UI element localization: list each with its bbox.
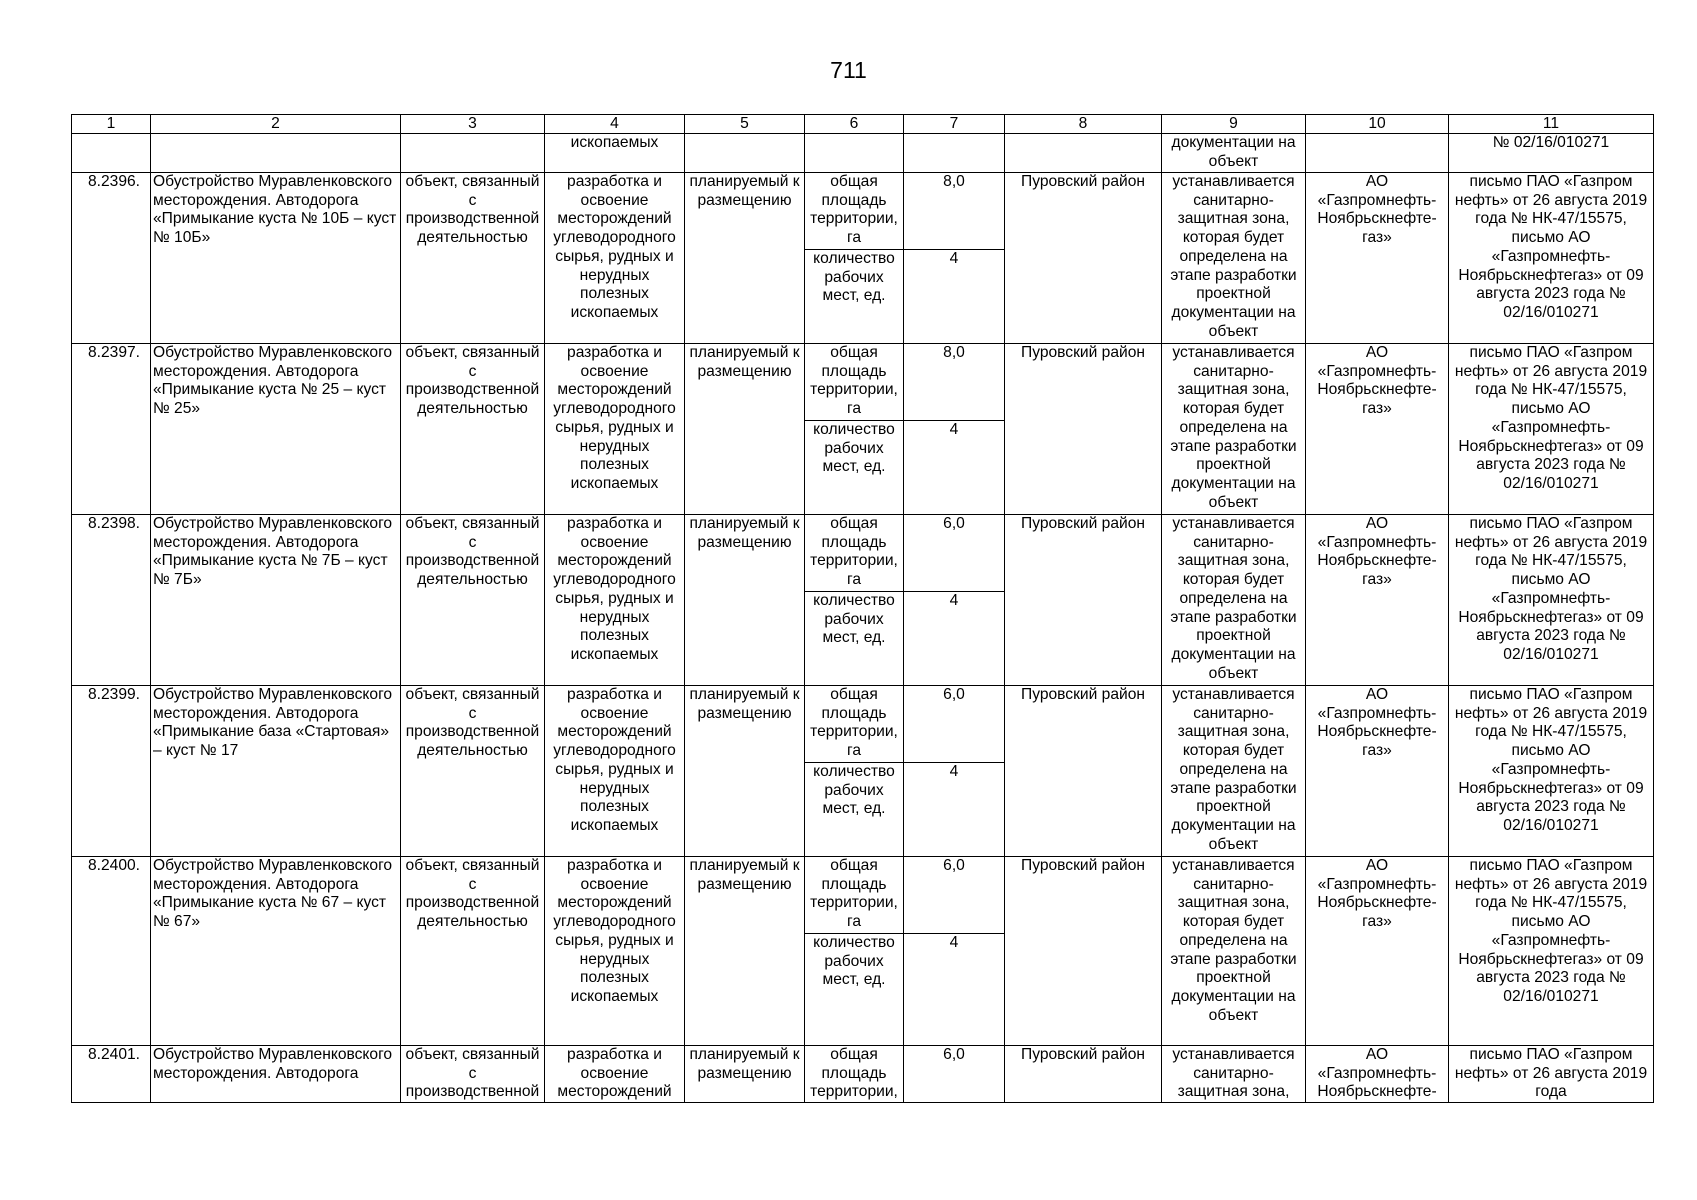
protection-zone: устанавливается санитарно-защитная зона, которая будет определена на этапе разработки проектной документации на объект [1162, 515, 1306, 686]
protection-zone: устанавливается санитарно-защитная зона, которая будет определена на этапе разработки проектной документации на объект [1162, 857, 1306, 1046]
indicator-jobs-label: количество рабочих мест, ед. [805, 763, 904, 857]
initiator: АО «Газпромнефть-Ноябрьскнефте-газ» [1306, 857, 1449, 1046]
object-location: Пуровский район [1005, 857, 1162, 1046]
cont-cell-zone: документации на объект [1162, 134, 1306, 173]
cont-cell-3 [401, 134, 545, 173]
header-cell: 1 [72, 115, 151, 134]
object-type: объект, связанный с производственной [401, 1046, 545, 1103]
initiator: АО «Газпромнефть-Ноябрьскнефте-газ» [1306, 173, 1449, 344]
object-purpose: разработка и освоение месторождений углеводородного сырья, рудных и нерудных полезных ископаемых [545, 344, 685, 515]
indicator-area-value: 8,0 [904, 173, 1005, 250]
row-number: 8.2398. [72, 515, 151, 686]
indicator-jobs-value: 4 [904, 592, 1005, 686]
object-type: объект, связанный с производственной деятельностью [401, 857, 545, 1046]
object-status: планируемый к размещению [685, 515, 805, 686]
header-cell: 4 [545, 115, 685, 134]
object-status: планируемый к размещению [685, 1046, 805, 1103]
basis-document: письмо ПАО «Газпром нефть» от 26 августа 2019 года [1449, 1046, 1654, 1103]
indicator-area-label: общая площадь территории, га [805, 173, 904, 250]
protection-zone: устанавливается санитарно-защитная зона, которая будет определена на этапе разработки проектной документации на объект [1162, 173, 1306, 344]
basis-document: письмо ПАО «Газпром нефть» от 26 августа 2019 года № НК-47/15575, письмо АО «Газпромнефть-Ноябрьскнефтегаз» от 09 августа 2023 года № 02/16/010271 [1449, 515, 1654, 686]
object-status: планируемый к размещению [685, 686, 805, 857]
object-status: планируемый к размещению [685, 173, 805, 344]
cont-cell-2 [151, 134, 401, 173]
page-number: 711 [830, 57, 867, 83]
basis-document: письмо ПАО «Газпром нефть» от 26 августа 2019 года № НК-47/15575, письмо АО «Газпромнефть-Ноябрьскнефтегаз» от 09 августа 2023 года № 02/16/010271 [1449, 686, 1654, 857]
header-cell: 8 [1005, 115, 1162, 134]
indicator-jobs-value: 4 [904, 421, 1005, 515]
indicator-area-label: общая площадь территории, га [805, 344, 904, 421]
row-number: 8.2400. [72, 857, 151, 1046]
table-row [72, 344, 1654, 421]
cont-cell-5 [685, 134, 805, 173]
row-number: 8.2396. [72, 173, 151, 344]
object-purpose: разработка и освоение месторождений углеводородного сырья, рудных и нерудных полезных ископаемых [545, 686, 685, 857]
header-cell: 3 [401, 115, 545, 134]
object-status: планируемый к размещению [685, 857, 805, 1046]
cont-cell-8 [1005, 134, 1162, 173]
table-row [72, 686, 1654, 763]
indicator-area-label: общая площадь территории, га [805, 515, 904, 592]
row-number: 8.2397. [72, 344, 151, 515]
object-location: Пуровский район [1005, 686, 1162, 857]
object-name: Обустройство Муравленковского месторождения. Автодорога «Примыкание база «Стартовая» – куст № 17 [151, 686, 401, 857]
protection-zone: устанавливается санитарно-защитная зона, [1162, 1046, 1306, 1103]
table-row [72, 857, 1654, 934]
indicator-jobs-label: количество рабочих мест, ед. [805, 592, 904, 686]
cont-cell-purpose: ископаемых [545, 134, 685, 173]
indicator-area-value: 6,0 [904, 1046, 1005, 1103]
header-cell: 2 [151, 115, 401, 134]
indicator-jobs-value: 4 [904, 250, 1005, 344]
object-status: планируемый к размещению [685, 344, 805, 515]
protection-zone: устанавливается санитарно-защитная зона, которая будет определена на этапе разработки проектной документации на объект [1162, 686, 1306, 857]
table-row [72, 515, 1654, 592]
indicator-area-label: общая площадь территории, га [805, 686, 904, 763]
object-location: Пуровский район [1005, 344, 1162, 515]
object-name: Обустройство Муравленковского месторождения. Автодорога «Примыкание куста № 67 – куст № 67» [151, 857, 401, 1046]
indicator-jobs-value: 4 [904, 934, 1005, 1046]
cont-cell-basis: № 02/16/010271 [1449, 134, 1654, 173]
object-location: Пуровский район [1005, 515, 1162, 686]
table-body [72, 134, 1654, 1103]
indicator-area-value: 6,0 [904, 686, 1005, 763]
table-row-partial [72, 1046, 1654, 1103]
object-name: Обустройство Муравленковского месторождения. Автодорога «Примыкание куста № 25 – куст № 25» [151, 344, 401, 515]
continuation-row [72, 134, 1654, 173]
indicator-area-label: общая площадь территории, га [805, 857, 904, 934]
protection-zone: устанавливается санитарно-защитная зона, которая будет определена на этапе разработки проектной документации на объект [1162, 344, 1306, 515]
object-location: Пуровский район [1005, 173, 1162, 344]
object-type: объект, связанный с производственной деятельностью [401, 686, 545, 857]
row-number: 8.2399. [72, 686, 151, 857]
object-purpose: разработка и освоение месторождений углеводородного сырья, рудных и нерудных полезных ископаемых [545, 857, 685, 1046]
object-type: объект, связанный с производственной деятельностью [401, 173, 545, 344]
header-cell: 5 [685, 115, 805, 134]
indicator-area-value: 8,0 [904, 344, 1005, 421]
object-purpose: разработка и освоение месторождений углеводородного сырья, рудных и нерудных полезных ископаемых [545, 173, 685, 344]
initiator: АО «Газпромнефть-Ноябрьскнефте-газ» [1306, 686, 1449, 857]
indicator-area-value: 6,0 [904, 515, 1005, 592]
initiator: АО «Газпромнефть-Ноябрьскнефте-газ» [1306, 515, 1449, 686]
table-row [72, 173, 1654, 250]
indicator-jobs-label: количество рабочих мест, ед. [805, 934, 904, 1046]
indicator-jobs-value: 4 [904, 763, 1005, 857]
cont-cell-1 [72, 134, 151, 173]
cont-cell-7 [904, 134, 1005, 173]
cont-cell-10 [1306, 134, 1449, 173]
object-location: Пуровский район [1005, 1046, 1162, 1103]
objects-table [71, 114, 1654, 1103]
header-cell: 7 [904, 115, 1005, 134]
object-purpose: разработка и освоение месторождений [545, 1046, 685, 1103]
header-cell: 11 [1449, 115, 1654, 134]
cont-cell-6 [805, 134, 904, 173]
indicator-jobs-label: количество рабочих мест, ед. [805, 250, 904, 344]
indicator-area-label: общая площадь территории, [805, 1046, 904, 1103]
indicator-jobs-label: количество рабочих мест, ед. [805, 421, 904, 515]
object-type: объект, связанный с производственной деятельностью [401, 515, 545, 686]
table-header [72, 115, 1654, 134]
header-cell: 6 [805, 115, 904, 134]
object-type: объект, связанный с производственной деятельностью [401, 344, 545, 515]
indicator-area-value: 6,0 [904, 857, 1005, 934]
object-name: Обустройство Муравленковского месторождения. Автодорога «Примыкание куста № 7Б – куст № 7Б» [151, 515, 401, 686]
basis-document: письмо ПАО «Газпром нефть» от 26 августа 2019 года № НК-47/15575, письмо АО «Газпромнефть-Ноябрьскнефтегаз» от 09 августа 2023 года № 02/16/010271 [1449, 173, 1654, 344]
row-number: 8.2401. [72, 1046, 151, 1103]
initiator: АО «Газпромнефть-Ноябрьскнефте- [1306, 1046, 1449, 1103]
header-cell: 10 [1306, 115, 1449, 134]
object-name: Обустройство Муравленковского месторождения. Автодорога «Примыкание куста № 10Б – куст № 10Б» [151, 173, 401, 344]
object-name: Обустройство Муравленковского месторождения. Автодорога [151, 1046, 401, 1103]
basis-document: письмо ПАО «Газпром нефть» от 26 августа 2019 года № НК-47/15575, письмо АО «Газпромнефть-Ноябрьскнефтегаз» от 09 августа 2023 года № 02/16/010271 [1449, 344, 1654, 515]
initiator: АО «Газпромнефть-Ноябрьскнефте-газ» [1306, 344, 1449, 515]
header-cell: 9 [1162, 115, 1306, 134]
basis-document: письмо ПАО «Газпром нефть» от 26 августа 2019 года № НК-47/15575, письмо АО «Газпромнефть-Ноябрьскнефтегаз» от 09 августа 2023 года № 02/16/010271 [1449, 857, 1654, 1046]
object-purpose: разработка и освоение месторождений углеводородного сырья, рудных и нерудных полезных ископаемых [545, 515, 685, 686]
